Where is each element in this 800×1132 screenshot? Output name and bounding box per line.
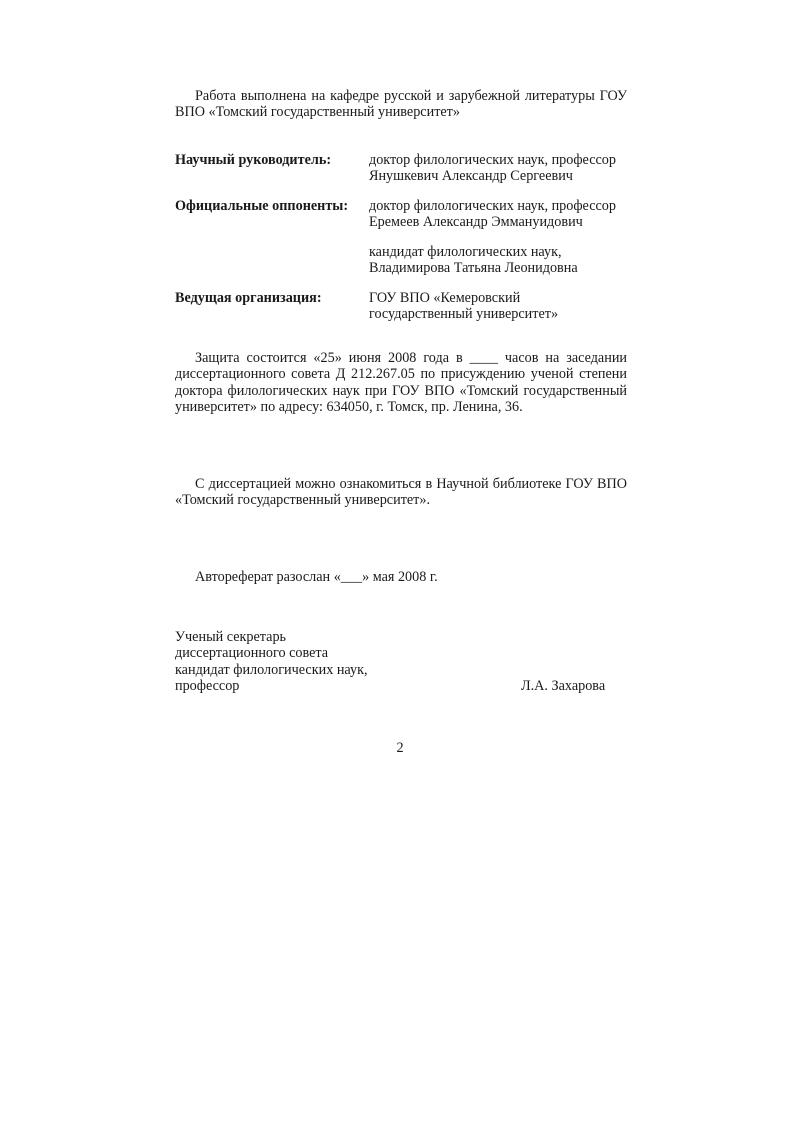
secretary-rank: профессор [175, 678, 240, 695]
opponent-first [369, 198, 639, 231]
supervisor-value [369, 152, 639, 185]
opponent-second-degree: кандидат филологических наук, [369, 244, 562, 260]
secretary-degree: кандидат филологических наук, [175, 661, 368, 678]
leading-org-value [369, 290, 639, 323]
opponent-first-degree: доктор филологических наук, профессор [369, 198, 616, 214]
secretary-title: Ученый секретарь [175, 629, 287, 645]
opponent-second-name: Владимирова Татьяна Леонидовна [369, 260, 578, 277]
leading-org-line1: ГОУ ВПО «Кемеровский [369, 290, 521, 306]
supervisor-label: Научный руководитель: [175, 152, 332, 168]
leading-org-line2: государственный университет» [369, 306, 559, 323]
abstract-sent-line: Автореферат разослан «___» мая 2008 г. [195, 569, 438, 585]
supervisor-name: Янушкевич Александр Сергеевич [369, 168, 573, 185]
secretary-name: Л.А. Захарова [521, 678, 606, 694]
opponent-second [369, 244, 639, 277]
opponents-label: Официальные оппоненты: [175, 198, 349, 214]
page-number: 2 [396, 740, 404, 756]
library-paragraph: С диссертацией можно ознакомиться в Научной библиотеке ГОУ ВПО «Томский государственный университет». [175, 476, 627, 509]
opponent-first-name: Еремеев Александр Эммануидович [369, 214, 583, 231]
secretary-council: диссертационного совета [175, 645, 329, 662]
leading-org-label: Ведущая организация: [175, 290, 322, 306]
supervisor-degree: доктор филологических наук, профессор [369, 152, 616, 168]
defense-paragraph: Защита состоится «25» июня 2008 года в ____ часов на заседании диссертационного совета Д 212.267.05 по присуждению ученой степени доктора филологических наук при ГОУ ВПО «Томский государственный университет» по адресу: 634050, г. Томск, пр. Ленина, 36. [175, 350, 627, 416]
intro-paragraph: Работа выполнена на кафедре русской и зарубежной литературы ГОУ ВПО «Томский государственный университет» [175, 88, 627, 121]
